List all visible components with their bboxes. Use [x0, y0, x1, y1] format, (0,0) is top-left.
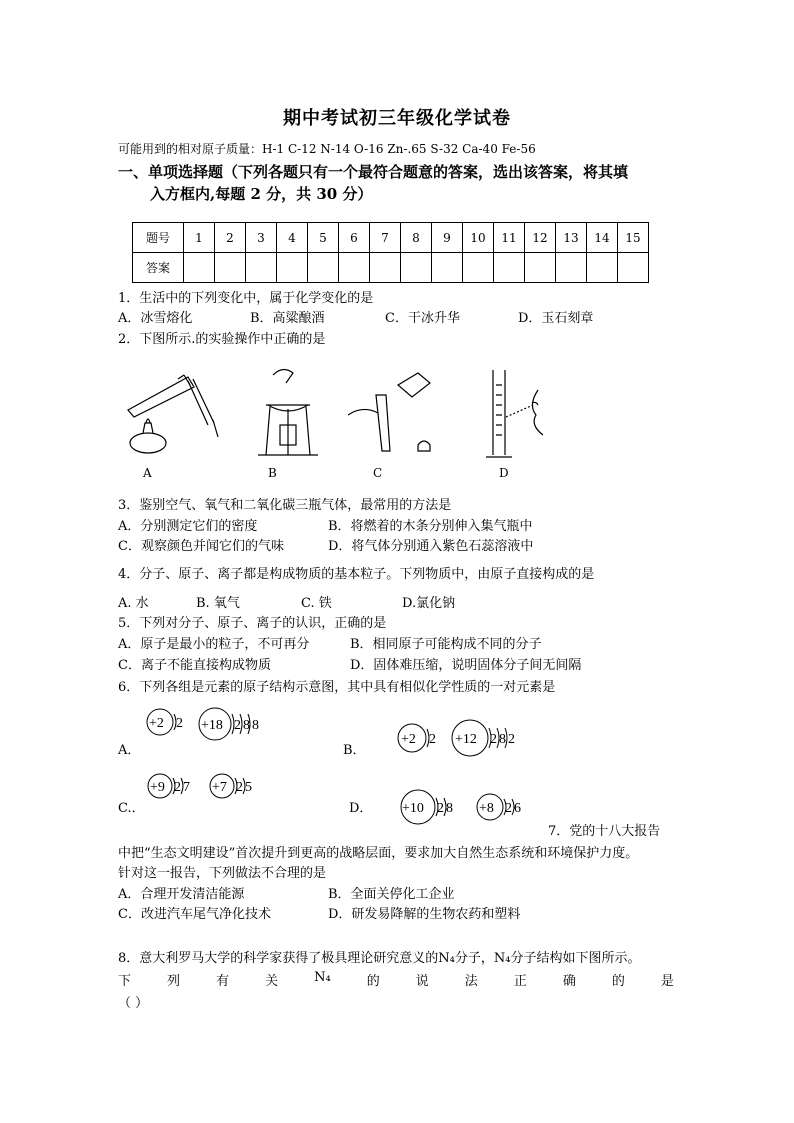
- q7-option-c: C．改进汽车尾气净化技术: [118, 907, 271, 922]
- number-cell: 3: [246, 223, 277, 253]
- q1-option-a: A．冰雪熔化: [118, 311, 193, 326]
- q8-word: 的: [611, 974, 625, 989]
- answer-cell[interactable]: [525, 253, 556, 283]
- atom-a1-nucleus: +2: [149, 716, 164, 731]
- q8-answer-blank[interactable]: （ ）: [118, 996, 149, 1011]
- q8-word: 关: [265, 974, 279, 989]
- answer-cell[interactable]: [277, 253, 308, 283]
- q6-option-c: C.．: [118, 801, 145, 816]
- q6-option-b: B．: [343, 743, 366, 758]
- q5-stem: 5．下列对分子、原子、离子的认识，正确的是: [118, 616, 387, 631]
- q6-option-d: D．: [349, 801, 373, 816]
- q8-word: N₄: [314, 970, 331, 985]
- q7-stem-line2: 中把“生态文明建设”首次提升到更高的战略层面，要求加大自然生态系统和环境保护力度。: [118, 846, 639, 861]
- number-cell: 11: [494, 223, 525, 253]
- atom-b2-nucleus: +12: [455, 732, 477, 747]
- atomic-masses: 可能用到的相对原子质量：H-1 C-12 N-14 O-16 Zn-.65 S-32 Ca-40 Fe-56: [118, 142, 536, 156]
- number-cell: 5: [308, 223, 339, 253]
- answer-cell[interactable]: [494, 253, 525, 283]
- q5-option-d: D．固体难压缩，说明固体分子间无间隔: [350, 658, 582, 673]
- q8-word: 确: [562, 974, 576, 989]
- answer-cell[interactable]: [618, 253, 649, 283]
- q8-word: 的: [366, 974, 380, 989]
- answer-cell[interactable]: [215, 253, 246, 283]
- atom-diagram-a2: [199, 708, 261, 740]
- q2-stem: 2．下图所示.的实验操作中正确的是: [118, 332, 326, 347]
- atom-diagram-d1: [401, 790, 455, 824]
- answer-table: [132, 222, 649, 283]
- number-cell: 2: [215, 223, 246, 253]
- atom-diagram-b2: [452, 720, 517, 756]
- q7-stem-line3: 针对这一报告，下列做法不合理的是: [118, 866, 327, 881]
- answer-cell[interactable]: [246, 253, 277, 283]
- number-cell: 1: [184, 223, 215, 253]
- answer-row-label: 答案: [133, 253, 184, 283]
- answer-cell[interactable]: [370, 253, 401, 283]
- page-title: 期中考试初三年级化学试卷: [283, 108, 511, 129]
- number-cell: 10: [463, 223, 494, 253]
- figure-b-evaporation: [258, 369, 318, 455]
- q8-word: 有: [216, 974, 230, 989]
- atom-diagram-c1: [148, 774, 192, 798]
- atom-diagram-a1: [147, 709, 183, 735]
- q3-option-c: C．观察颜色并闻它们的气味: [118, 539, 284, 554]
- atom-b1-shells: 2: [429, 732, 436, 747]
- answer-cell[interactable]: [339, 253, 370, 283]
- q3-option-a: A．分别测定它们的密度: [118, 519, 258, 534]
- q8-stem-line1: 8．意大利罗马大学的科学家获得了极具理论研究意义的N₄分子，N₄分子结构如下图所示。: [118, 951, 641, 966]
- number-cell: 7: [370, 223, 401, 253]
- number-cell: 8: [401, 223, 432, 253]
- q7-option-d: D．研发易降解的生物农药和塑料: [328, 907, 521, 922]
- q5-option-c: C．离子不能直接构成物质: [118, 658, 271, 673]
- number-cell: 6: [339, 223, 370, 253]
- answer-cell[interactable]: [184, 253, 215, 283]
- number-cell: 4: [277, 223, 308, 253]
- number-cell: 13: [556, 223, 587, 253]
- atom-c2-nucleus: +7: [212, 780, 227, 795]
- q8-word: 正: [513, 974, 527, 989]
- figure-d-reading-cylinder: [486, 370, 543, 457]
- q8-word: 下: [118, 974, 132, 989]
- atom-d2-nucleus: +8: [479, 801, 494, 816]
- atom-d2-shells: 26: [505, 801, 523, 816]
- number-cell: 12: [525, 223, 556, 253]
- number-cell: 14: [587, 223, 618, 253]
- q4-option-d: D.氯化钠: [402, 596, 456, 611]
- q4-option-c: C. 铁: [301, 596, 332, 611]
- answer-table-answer-row: [133, 253, 649, 283]
- section-heading: 一、单项选择题（下列各题只有一个最符合题意的答案，选出该答案，将其填: [118, 163, 629, 181]
- atom-a2-nucleus: +18: [201, 718, 223, 733]
- q3-option-b: B．将燃着的木条分别伸入集气瓶中: [328, 519, 533, 534]
- q8-word: 列: [167, 974, 181, 989]
- answer-cell[interactable]: [556, 253, 587, 283]
- q8-stem-line2: [118, 970, 674, 989]
- lab-operation-figures: [118, 365, 558, 465]
- q1-option-b: B．高粱酿酒: [250, 311, 325, 326]
- answer-cell[interactable]: [432, 253, 463, 283]
- atom-d1-shells: 28: [437, 801, 455, 816]
- atom-b1-nucleus: +2: [401, 732, 416, 747]
- atom-c1-shells: 27: [174, 780, 192, 795]
- atom-c2-shells: 25: [236, 780, 254, 795]
- atom-d1-nucleus: +10: [402, 801, 424, 816]
- section-heading-cont: 入方框内,每题 2 分，共 30 分）: [150, 185, 373, 203]
- answer-cell[interactable]: [587, 253, 618, 283]
- figure-label-b: B: [268, 466, 277, 480]
- answer-table-number-row: [133, 223, 649, 253]
- q8-word: 法: [464, 974, 478, 989]
- q6-option-a: A．: [118, 743, 141, 758]
- answer-cell[interactable]: [401, 253, 432, 283]
- figure-label-c: C: [373, 466, 383, 480]
- q5-option-a: A．原子是最小的粒子，不可再分: [118, 637, 310, 652]
- atom-b2-shells: 282: [490, 732, 517, 747]
- q1-stem: 1．生活中的下列变化中，属于化学变化的是: [118, 291, 374, 306]
- q5-option-b: B．相同原子可能构成不同的分子: [350, 637, 542, 652]
- atom-a2-shells: 288: [234, 718, 261, 733]
- figure-c-pouring-liquid: [348, 373, 430, 451]
- atom-diagram-d2: [477, 794, 523, 820]
- number-row-label: 题号: [133, 223, 184, 253]
- q6-stem: 6．下列各组是元素的原子结构示意图，其中具有相似化学性质的一对元素是: [118, 680, 556, 695]
- q4-option-a: A. 水: [118, 596, 149, 611]
- figure-label-a: A: [143, 466, 152, 480]
- q7-option-a: A．合理开发清洁能源: [118, 887, 245, 902]
- number-cell: 15: [618, 223, 649, 253]
- q1-option-d: D．玉石刻章: [518, 311, 594, 326]
- q1-option-c: C．干冰升华: [385, 311, 460, 326]
- q4-stem: 4．分子、原子、离子都是构成物质的基本粒子。下列物质中，由原子直接构成的是: [118, 567, 595, 582]
- q3-option-d: D．将气体分别通入紫色石蕊溶液中: [328, 539, 534, 554]
- q7-option-b: B．全面关停化工企业: [328, 887, 455, 902]
- q8-word: 是: [660, 974, 674, 989]
- q3-stem: 3．鉴别空气、氧气和二氧化碳三瓶气体，最常用的方法是: [118, 498, 452, 513]
- atom-c1-nucleus: +9: [150, 780, 165, 795]
- number-cell: 9: [432, 223, 463, 253]
- answer-cell[interactable]: [308, 253, 339, 283]
- atom-diagram-c2: [210, 774, 254, 798]
- atom-a1-shells: 2: [176, 716, 183, 731]
- figure-a-heating-test-tube: [128, 375, 218, 453]
- q8-word: 说: [415, 974, 429, 989]
- atomic-structure-diagrams: [140, 700, 540, 840]
- answer-cell[interactable]: [463, 253, 494, 283]
- q7-stem-start: 7．党的十八大报告: [548, 824, 661, 839]
- atom-diagram-b1: [398, 724, 436, 752]
- figure-label-d: D: [499, 466, 509, 480]
- q4-option-b: B. 氧气: [196, 596, 240, 611]
